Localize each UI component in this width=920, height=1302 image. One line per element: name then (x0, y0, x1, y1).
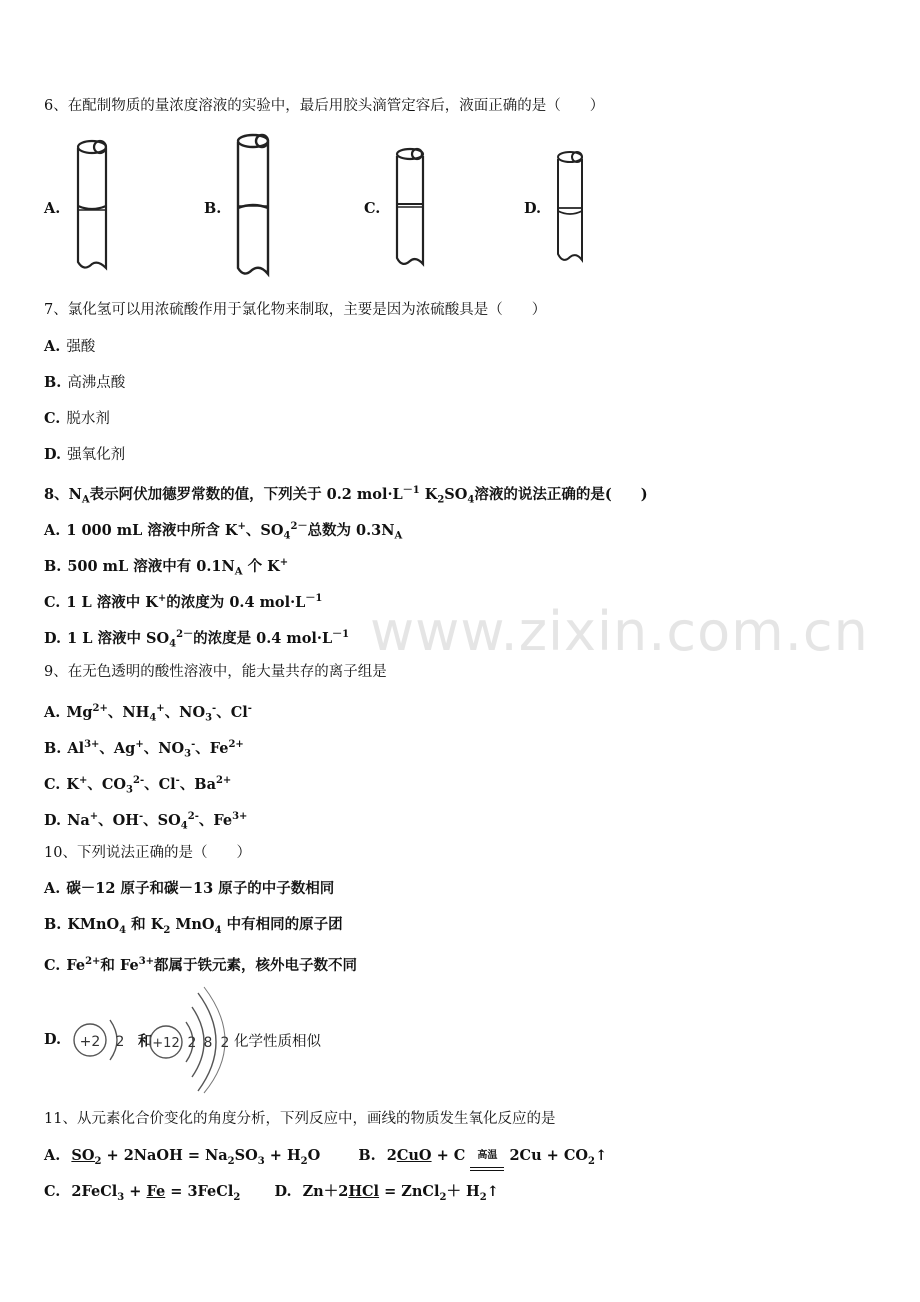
nucleus-2-label: +12 (152, 1036, 180, 1051)
q10-option-a: A. 碳－12 原子和碳－13 原子的中子数相同 (44, 880, 335, 897)
q7-option-a: A. 强酸 (44, 338, 96, 355)
q10-option-c: C. $Fe^{2+}$和 $Fe^{3+}$都属于铁元素，核外电子数不同 (44, 956, 358, 974)
q7-option-d: D. 强氧化剂 (44, 446, 126, 463)
tube-b-icon (230, 130, 280, 282)
q8-option-d: D. 1 L 溶液中 $SO_4^{2-}$的浓度是 0.4 $mol\cdot L^{-1}$ (44, 629, 350, 650)
q10-option-d-label: D. (44, 1031, 62, 1048)
q6-option-a-label: A. (44, 200, 61, 217)
q6-option-c-label: C. (364, 200, 381, 217)
q7-stem: 7、氯化氢可以用浓硫酸作用于氯化物来制取，主要是因为浓硫酸具是（ ） (44, 302, 547, 318)
tube-d-icon (552, 148, 592, 268)
tube-a-icon (70, 136, 118, 276)
q6-option-b-label: B. (204, 200, 222, 217)
atom-structure-diagram (70, 985, 340, 1095)
q8-option-c: C. 1 L 溶液中 K+的浓度为 0.4 $mol\cdot L^{-1}$ (44, 593, 323, 611)
q7-option-c: C. 脱水剂 (44, 410, 110, 427)
q8-option-a: A. 1 000 mL 溶液中所含 K+、$SO_4^{2-}$总数为 $0.3N_A$ (44, 521, 403, 542)
q9-option-c: C. K+、$CO_3^{2-}$、Cl-、$Ba^{2+}$ (44, 775, 232, 796)
q9-option-d: D. Na+、OH-、$SO_4^{2-}$、$Fe^{3+}$ (44, 811, 248, 832)
shell-2b-count: 8 (203, 1035, 213, 1051)
q6-stem: 6、在配制物质的量浓度溶液的实验中，最后用胶头滴管定容后，液面正确的是（ ） (44, 98, 605, 114)
shell-2c-count: 2 (220, 1035, 230, 1051)
q8-option-b: B. 500 mL 溶液中有 $0.1N_A$ 个 K+ (44, 557, 289, 578)
q7-option-b: B. 高沸点酸 (44, 374, 126, 391)
q11-stem: 11、从元素化合价变化的角度分析，下列反应中，画线的物质发生氧化反应的是 (44, 1111, 556, 1127)
q9-option-b: B. $Al^{3+}$、Ag+、$NO_3^-$、$Fe^{2+}$ (44, 739, 244, 760)
d-tail-text: 化学性质相似 (234, 1034, 321, 1050)
q10-stem: 10、下列说法正确的是（ ） (44, 845, 251, 861)
q9-option-a: A. $Mg^{2+}$、$NH_4^+$、$NO_3^-$、Cl- (44, 703, 252, 724)
and-text: 和 (138, 1033, 153, 1050)
q8-stem: 8、$N_A$表示阿伏加德罗常数的值，下列关于 0.2 $mol\cdot L^{-1}$ $K_2SO_4$溶液的说法正确的是( ) (44, 485, 648, 506)
shell-2a-count: 2 (187, 1035, 197, 1051)
q10-option-b: B. KMnO$_4$ 和 $K_2$ MnO$_4$ 中有相同的原子团 (44, 916, 343, 936)
q11-options-ab: A. $SO_2$ + 2NaOH = $Na_2SO_3 + H_2O$ B. 2CuO + C 高温 $2Cu + CO_2↑$ (44, 1146, 607, 1172)
reaction-condition: 高温 (470, 1146, 504, 1171)
q9-stem: 9、在无色透明的酸性溶液中，能大量共存的离子组是 (44, 664, 387, 680)
q11-options-cd: C. 2FeCl$_3$ + Fe = 3FeCl$_2$ D. Zn＋2HCl = ZnCl$_2$＋ $H_2↑$ (44, 1183, 499, 1203)
nucleus-1-label: +2 (79, 1034, 101, 1050)
watermark: www.zixin.com.cn (370, 600, 869, 663)
shell-1-count: 2 (115, 1034, 125, 1050)
tube-c-icon (390, 144, 434, 272)
q6-option-d-label: D. (524, 200, 542, 217)
